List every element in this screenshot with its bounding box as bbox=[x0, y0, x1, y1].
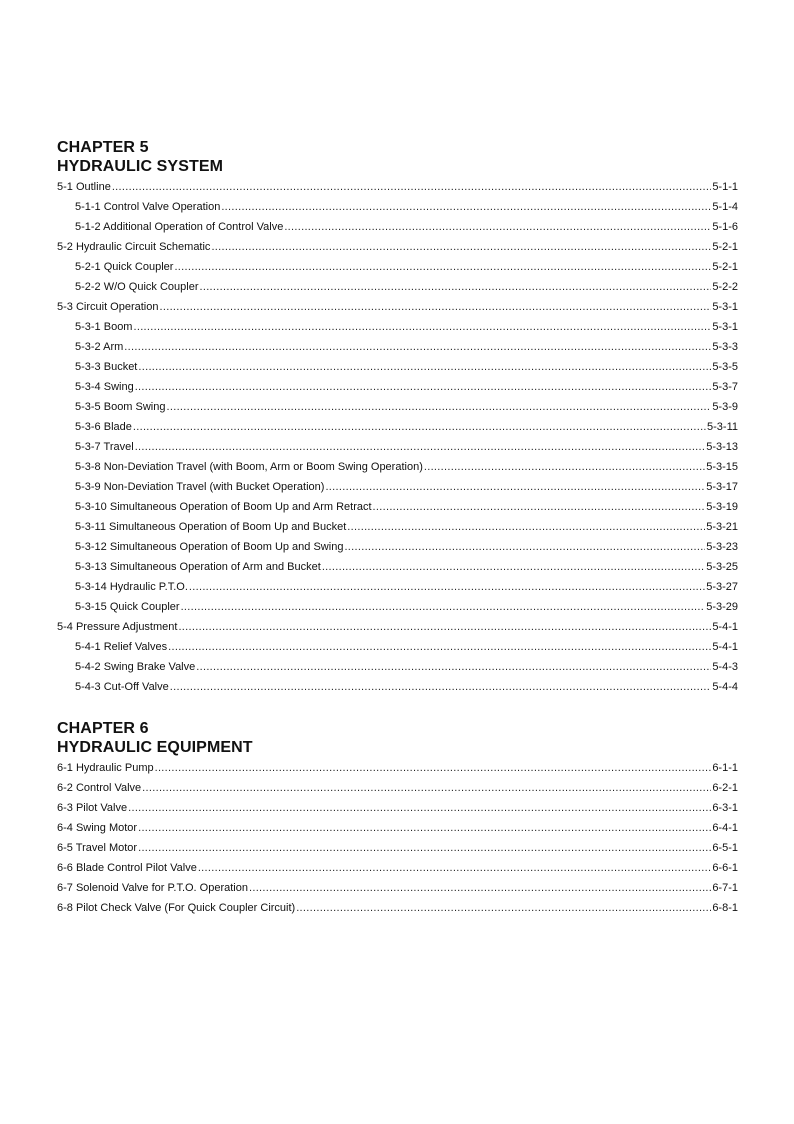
toc-entry[interactable] bbox=[57, 377, 738, 397]
toc-entry-page-number: 5-3-17 bbox=[706, 481, 738, 493]
dot-leader bbox=[373, 497, 706, 517]
toc-entry[interactable] bbox=[57, 577, 738, 597]
toc-entry-label: 5-1-2 Additional Operation of Control Valve bbox=[75, 221, 284, 233]
dot-leader bbox=[135, 437, 706, 457]
dot-leader bbox=[112, 177, 712, 197]
dot-leader bbox=[221, 197, 711, 217]
toc-entry-page-number: 6-5-1 bbox=[712, 842, 738, 854]
toc-entry[interactable] bbox=[57, 657, 738, 677]
toc-entry-label: 5-3-13 Simultaneous Operation of Arm and Bucket bbox=[75, 561, 321, 573]
dot-leader bbox=[174, 257, 711, 277]
toc-entry[interactable] bbox=[57, 237, 738, 257]
toc-entry-page-number: 6-3-1 bbox=[712, 802, 738, 814]
toc-entry-label: 5-4-3 Cut-Off Valve bbox=[75, 681, 169, 693]
toc-entry-page-number: 5-4-1 bbox=[712, 621, 738, 633]
toc-entry-label: 5-3-7 Travel bbox=[75, 441, 134, 453]
toc-entry-page-number: 6-2-1 bbox=[712, 782, 738, 794]
toc-entry[interactable] bbox=[57, 517, 738, 537]
toc-entry-label: 5-2 Hydraulic Circuit Schematic bbox=[57, 241, 211, 253]
toc-entry-label: 6-6 Blade Control Pilot Valve bbox=[57, 862, 197, 874]
toc-entry-page-number: 5-1-1 bbox=[712, 181, 738, 193]
toc-entry[interactable] bbox=[57, 337, 738, 357]
toc-entry[interactable] bbox=[57, 557, 738, 577]
toc-entry-label: 6-3 Pilot Valve bbox=[57, 802, 128, 814]
toc-entry-page-number: 5-2-1 bbox=[712, 261, 738, 273]
dot-leader bbox=[160, 297, 712, 317]
dot-leader bbox=[124, 337, 711, 357]
dot-leader bbox=[344, 537, 705, 557]
chapter-title: HYDRAULIC EQUIPMENT bbox=[57, 739, 253, 756]
toc-entry-page-number: 5-3-5 bbox=[712, 361, 738, 373]
toc-entry-page-number: 6-6-1 bbox=[712, 862, 738, 874]
table-of-contents bbox=[57, 138, 738, 918]
toc-entry-page-number: 5-1-4 bbox=[712, 201, 738, 213]
toc-entry[interactable] bbox=[57, 878, 738, 898]
toc-entry[interactable] bbox=[57, 497, 738, 517]
toc-entry[interactable] bbox=[57, 177, 738, 197]
dot-leader bbox=[199, 277, 711, 297]
toc-entry-page-number: 5-4-1 bbox=[712, 641, 738, 653]
toc-entry-page-number: 5-3-13 bbox=[706, 441, 738, 453]
chapter-section bbox=[57, 138, 738, 697]
dot-leader bbox=[168, 637, 711, 657]
toc-entry[interactable] bbox=[57, 477, 738, 497]
toc-entry-page-number: 6-4-1 bbox=[712, 822, 738, 834]
toc-entry-page-number: 6-7-1 bbox=[712, 882, 738, 894]
toc-entry[interactable] bbox=[57, 437, 738, 457]
toc-entry-label: 5-3-8 Non-Deviation Travel (with Boom, Arm or Boom Swing Operation) bbox=[75, 461, 423, 473]
toc-entry-page-number: 5-3-11 bbox=[707, 421, 738, 433]
toc-entry[interactable] bbox=[57, 818, 738, 838]
toc-entry[interactable] bbox=[57, 637, 738, 657]
toc-entry-page-number: 6-8-1 bbox=[712, 902, 738, 914]
dot-leader bbox=[135, 377, 712, 397]
toc-entry-label: 5-2-2 W/O Quick Coupler bbox=[75, 281, 199, 293]
toc-entry-page-number: 5-3-25 bbox=[706, 561, 738, 573]
toc-entry[interactable] bbox=[57, 537, 738, 557]
toc-entry-label: 6-2 Control Valve bbox=[57, 782, 142, 794]
toc-entry-label: 5-3 Circuit Operation bbox=[57, 301, 159, 313]
dot-leader bbox=[196, 657, 711, 677]
dot-leader bbox=[167, 397, 712, 417]
chapter-title: HYDRAULIC SYSTEM bbox=[57, 158, 224, 175]
toc-entry-label: 5-4-1 Relief Valves bbox=[75, 641, 168, 653]
toc-entry-page-number: 5-2-2 bbox=[712, 281, 738, 293]
dot-leader bbox=[424, 457, 705, 477]
toc-entry-label: 6-4 Swing Motor bbox=[57, 822, 138, 834]
toc-entry[interactable] bbox=[57, 257, 738, 277]
toc-entry-page-number: 5-3-29 bbox=[706, 601, 738, 613]
toc-entry-label: 5-3-11 Simultaneous Operation of Boom Up and Bucket bbox=[75, 521, 347, 533]
toc-entry-page-number: 5-4-4 bbox=[712, 681, 738, 693]
dot-leader bbox=[181, 597, 706, 617]
toc-entry[interactable] bbox=[57, 297, 738, 317]
dot-leader bbox=[133, 417, 706, 437]
toc-entry[interactable] bbox=[57, 617, 738, 637]
dot-leader bbox=[325, 477, 705, 497]
dot-leader bbox=[211, 237, 711, 257]
toc-entry[interactable] bbox=[57, 838, 738, 858]
toc-entry-label: 6-8 Pilot Check Valve (For Quick Coupler Circuit) bbox=[57, 902, 296, 914]
toc-entry-page-number: 5-3-1 bbox=[712, 301, 738, 313]
chapter-section bbox=[57, 719, 738, 918]
dot-leader bbox=[198, 858, 711, 878]
toc-entry[interactable] bbox=[57, 798, 738, 818]
dot-leader bbox=[138, 357, 711, 377]
toc-entry[interactable] bbox=[57, 397, 738, 417]
toc-entry-label: 5-2-1 Quick Coupler bbox=[75, 261, 174, 273]
toc-entry[interactable] bbox=[57, 277, 738, 297]
toc-entry-label: 5-3-10 Simultaneous Operation of Boom Up and Arm Retract bbox=[75, 501, 372, 513]
toc-entry-label: 5-3-5 Boom Swing bbox=[75, 401, 166, 413]
toc-entry-label: 5-1 Outline bbox=[57, 181, 111, 193]
toc-entry-page-number: 5-3-9 bbox=[712, 401, 738, 413]
dot-leader bbox=[133, 317, 711, 337]
dot-leader bbox=[296, 898, 711, 918]
toc-entry-label: 5-4-2 Swing Brake Valve bbox=[75, 661, 196, 673]
toc-entry[interactable] bbox=[57, 417, 738, 437]
toc-entry-label: 5-4 Pressure Adjustment bbox=[57, 621, 178, 633]
toc-list bbox=[57, 758, 738, 918]
toc-entry[interactable] bbox=[57, 677, 738, 697]
toc-entry-page-number: 5-2-1 bbox=[712, 241, 738, 253]
toc-entry[interactable] bbox=[57, 197, 738, 217]
dot-leader bbox=[322, 557, 705, 577]
toc-entry-page-number: 5-4-3 bbox=[712, 661, 738, 673]
toc-entry-page-number: 5-3-27 bbox=[706, 581, 738, 593]
toc-list bbox=[57, 177, 738, 697]
toc-entry[interactable] bbox=[57, 597, 738, 617]
dot-leader bbox=[284, 217, 711, 237]
toc-entry-page-number: 6-1-1 bbox=[712, 762, 738, 774]
toc-entry[interactable] bbox=[57, 317, 738, 337]
dot-leader bbox=[142, 778, 711, 798]
toc-entry-page-number: 5-3-19 bbox=[706, 501, 738, 513]
toc-entry-page-number: 5-3-15 bbox=[706, 461, 738, 473]
toc-entry-page-number: 5-3-1 bbox=[712, 321, 738, 333]
toc-entry-label: 5-3-12 Simultaneous Operation of Boom Up and Swing bbox=[75, 541, 344, 553]
toc-entry-label: 6-1 Hydraulic Pump bbox=[57, 762, 154, 774]
toc-entry-page-number: 5-3-3 bbox=[712, 341, 738, 353]
toc-entry[interactable] bbox=[57, 217, 738, 237]
toc-entry-label: 5-3-15 Quick Coupler bbox=[75, 601, 180, 613]
toc-entry[interactable] bbox=[57, 778, 738, 798]
dot-leader bbox=[189, 577, 705, 597]
toc-entry[interactable] bbox=[57, 858, 738, 878]
toc-entry-label: 5-3-1 Boom bbox=[75, 321, 133, 333]
dot-leader bbox=[170, 677, 712, 697]
dot-leader bbox=[155, 758, 712, 778]
toc-entry-label: 6-5 Travel Motor bbox=[57, 842, 138, 854]
toc-entry-label: 5-3-14 Hydraulic P.T.O. bbox=[75, 581, 188, 593]
toc-entry[interactable] bbox=[57, 758, 738, 778]
toc-entry-label: 5-1-1 Control Valve Operation bbox=[75, 201, 221, 213]
toc-entry-page-number: 5-3-23 bbox=[706, 541, 738, 553]
chapter-number: CHAPTER 5 bbox=[57, 139, 149, 156]
toc-entry-page-number: 5-1-6 bbox=[712, 221, 738, 233]
dot-leader bbox=[138, 838, 711, 858]
toc-entry-label: 6-7 Solenoid Valve for P.T.O. Operation bbox=[57, 882, 248, 894]
dot-leader bbox=[249, 878, 711, 898]
toc-entry-label: 5-3-2 Arm bbox=[75, 341, 124, 353]
toc-entry-label: 5-3-6 Blade bbox=[75, 421, 132, 433]
toc-entry[interactable] bbox=[57, 357, 738, 377]
dot-leader bbox=[178, 617, 711, 637]
toc-entry-page-number: 5-3-7 bbox=[712, 381, 738, 393]
chapter-number: CHAPTER 6 bbox=[57, 720, 149, 737]
dot-leader bbox=[138, 818, 711, 838]
toc-entry-label: 5-3-4 Swing bbox=[75, 381, 134, 393]
toc-entry[interactable] bbox=[57, 457, 738, 477]
dot-leader bbox=[128, 798, 711, 818]
toc-entry[interactable] bbox=[57, 898, 738, 918]
toc-entry-label: 5-3-3 Bucket bbox=[75, 361, 138, 373]
toc-entry-page-number: 5-3-21 bbox=[706, 521, 738, 533]
toc-entry-label: 5-3-9 Non-Deviation Travel (with Bucket Operation) bbox=[75, 481, 325, 493]
dot-leader bbox=[347, 517, 705, 537]
